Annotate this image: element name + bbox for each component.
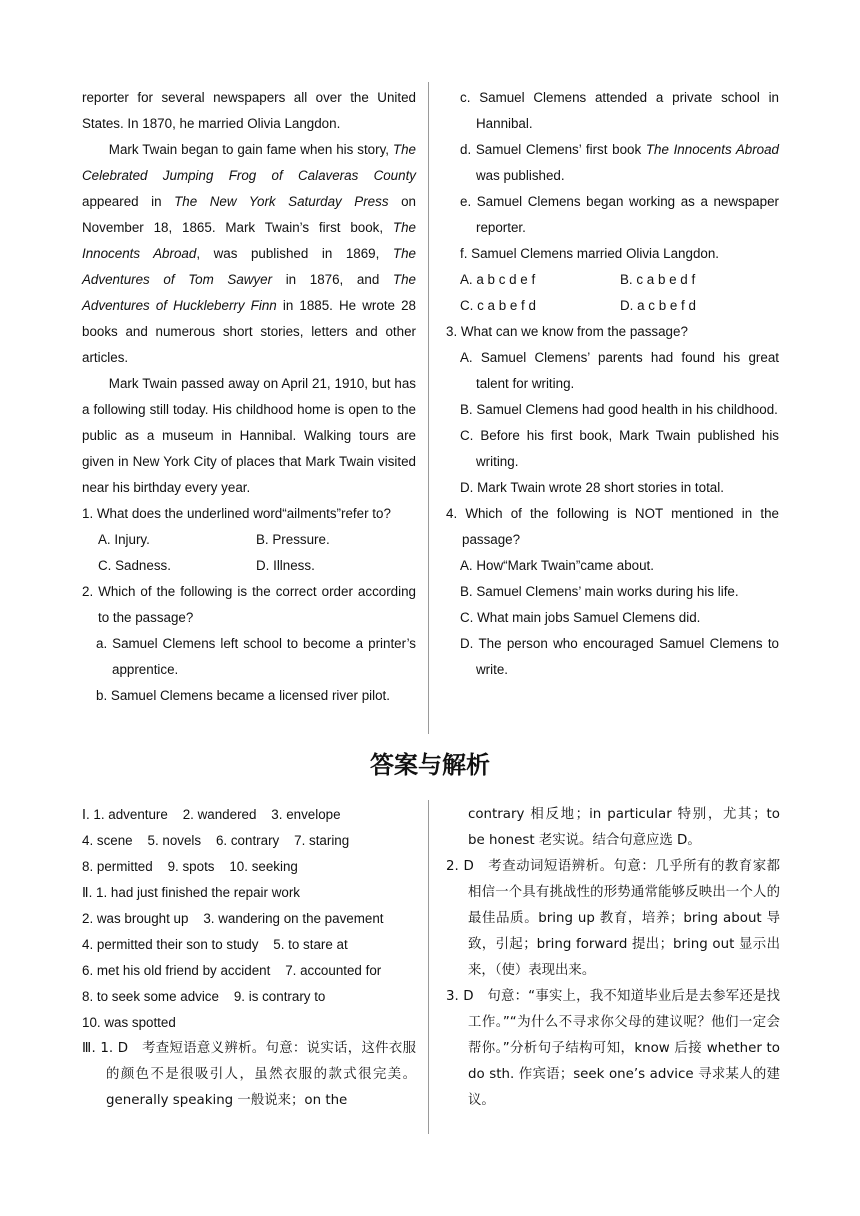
- option: A. Samuel Clemens’ parents had found his great talent for writing.: [460, 350, 779, 391]
- option: A. How“Mark Twain”came about.: [460, 558, 654, 573]
- passage-right-column: [446, 85, 779, 683]
- answer-line: 8. permitted 9. spots 10. seeking: [82, 859, 298, 874]
- option: B. Samuel Clemens’ main works during his life.: [460, 584, 739, 599]
- option: B. Pressure.: [256, 532, 330, 547]
- passage-text: appeared in: [82, 194, 162, 209]
- passage-text: Mark Twain began to gain fame when his story,: [108, 142, 389, 157]
- order-item-b: b. Samuel Clemens became a licensed river pilot.: [96, 688, 390, 703]
- question-1-options-row: [82, 553, 416, 579]
- question-2-options-row: [446, 293, 779, 319]
- option: C. What main jobs Samuel Clemens did.: [460, 610, 701, 625]
- question-3: 3. What can we know from the passage?: [446, 324, 688, 339]
- passage-paragraph-2: [82, 137, 416, 371]
- book-title: The Adventures of Tom Sawyer: [82, 246, 416, 287]
- answer-line: 8. to seek some advice 9. is contrary to: [82, 989, 326, 1004]
- book-title: The Innocents Abroad: [645, 142, 780, 157]
- answer-line: 2. was brought up 3. wandering on the pavement: [82, 911, 384, 926]
- answer-explanation: Ⅲ. 1. D 考查短语意义辨析。句意：说实话，这件衣服的颜色不是很吸引人，虽然衣服的款式很完美。generally speaking 一般说来；on the: [82, 1041, 416, 1108]
- book-title: The Celebrated Jumping Frog of Calaveras County: [82, 142, 416, 183]
- passage-text: in 1876, and: [285, 272, 380, 287]
- question-2: 2. Which of the following is the correct order according to the passage?: [82, 584, 416, 625]
- option-text: was published.: [476, 168, 565, 183]
- answers-right-column: [446, 802, 780, 1114]
- question-2-options-row: [446, 267, 779, 293]
- answer-line: 4. scene 5. novels 6. contrary 7. staring: [82, 833, 350, 848]
- question-4: 4. Which of the following is NOT mentioned in the passage?: [446, 506, 779, 547]
- question-1-options-row: [82, 527, 416, 553]
- option-text: d. Samuel Clemens’ first book: [460, 142, 642, 157]
- order-item-f: f. Samuel Clemens married Olivia Langdon.: [460, 246, 720, 261]
- passage-line: reporter for several newspapers all over the United: [82, 90, 416, 105]
- book-title: The Innocents Abroad: [82, 220, 416, 261]
- order-item-c: c. Samuel Clemens attended a private school in Hannibal.: [460, 90, 779, 131]
- option: C. c a b e f d: [460, 298, 536, 313]
- answer-line: Ⅱ. 1. had just finished the repair work: [82, 885, 300, 900]
- column-divider: [428, 800, 429, 1134]
- column-divider: [428, 82, 429, 734]
- option: C. Sadness.: [98, 558, 171, 573]
- passage-paragraph-3: Mark Twain passed away on April 21, 1910, but has a following still today. His childhood home is open to the public as a museum in Hannibal. Walking tours are given in New York City of places that Mark Twain visited near his birthday every year.: [82, 376, 416, 495]
- answer-line: 6. met his old friend by accident 7. accounted for: [82, 963, 382, 978]
- option: B. c a b e d f: [620, 272, 696, 287]
- question-1: 1. What does the underlined word“ailments”refer to?: [82, 506, 391, 521]
- order-item-d: [446, 137, 779, 189]
- option: C. Before his first book, Mark Twain published his writing.: [460, 428, 779, 469]
- option: D. Mark Twain wrote 28 short stories in total.: [460, 480, 724, 495]
- order-item-a: a. Samuel Clemens left school to become a printer’s apprentice.: [96, 636, 416, 677]
- passage-text: , was published in 1869,: [196, 246, 380, 261]
- passage-text: in 1885. He wrote 28 books and numerous short stories, letters and other articles.: [82, 298, 416, 365]
- passage-left-column: [82, 85, 416, 709]
- answer-line: 4. permitted their son to study 5. to stare at: [82, 937, 348, 952]
- answer-explanation: 3. D 句意：“事实上，我不知道毕业后是去参军还是找工作。”“为什么不寻求你父母的建议呢？他们一定会帮你。”分析句子结构可知，know 后接 whether to do sth. 作宾语；seek one’s advice 寻求某人的建议。: [446, 989, 780, 1108]
- book-title: The New York Saturday Press: [174, 194, 389, 209]
- answers-left-column: [82, 802, 416, 1114]
- order-item-e: e. Samuel Clemens began working as a newspaper reporter.: [460, 194, 779, 235]
- option: D. The person who encouraged Samuel Clemens to write.: [460, 636, 779, 677]
- answer-line: Ⅰ. 1. adventure 2. wandered 3. envelope: [82, 807, 341, 822]
- book-title: The Adventures of Huckleberry Finn: [82, 272, 416, 313]
- option: A. a b c d e f: [460, 272, 536, 287]
- answer-explanation: 2. D 考查动词短语辨析。句意：几乎所有的教育家都相信一个具有挑战性的形势通常能够反映出一个人的最佳品质。bring up 教育，培养；bring about 导致，引起；bring forward 提出；bring out 显示出来，（使）表现出来。: [446, 859, 780, 978]
- passage-line: States. In 1870, he married Olivia Langdon.: [82, 116, 341, 131]
- answer-line: 10. was spotted: [82, 1015, 176, 1030]
- answer-explanation: contrary 相反地；in particular 特别，尤其；to be honest 老实说。结合句意应选 D。: [468, 807, 780, 848]
- option: D. Illness.: [256, 558, 315, 573]
- answers-heading: 答案与解析: [370, 751, 490, 779]
- option: B. Samuel Clemens had good health in his childhood.: [460, 402, 778, 417]
- option: D. a c b e f d: [620, 298, 696, 313]
- passage-text: on November 18, 1865. Mark Twain’s first book,: [82, 194, 416, 235]
- option: A. Injury.: [98, 532, 150, 547]
